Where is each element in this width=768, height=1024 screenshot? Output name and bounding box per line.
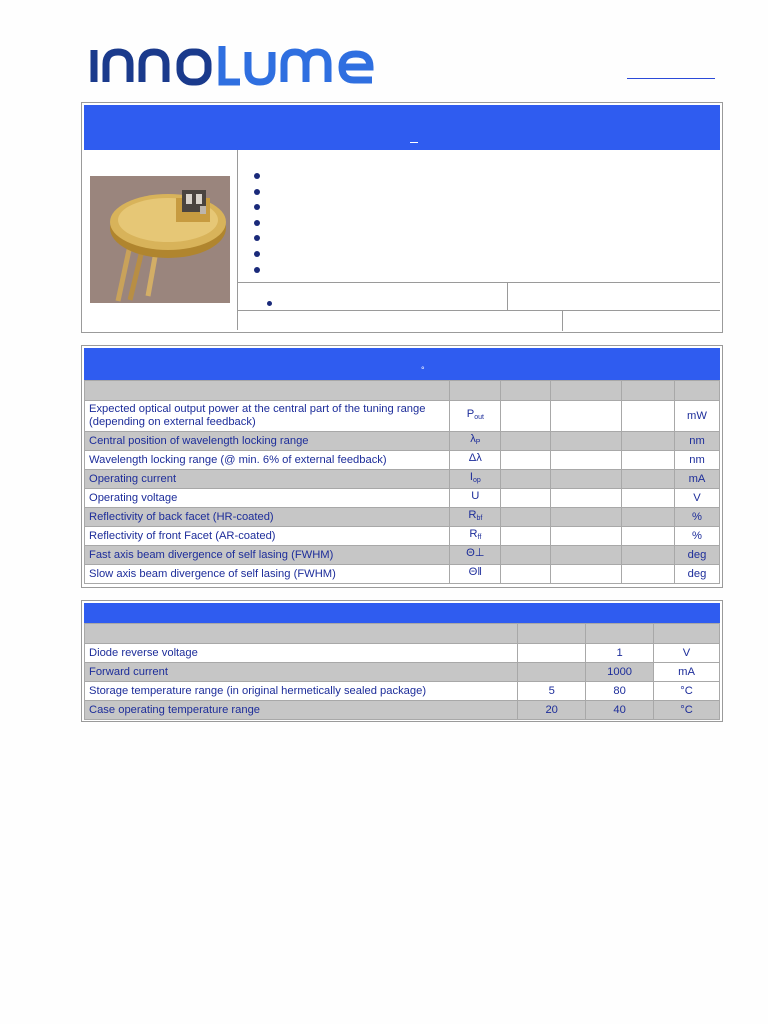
symbol-cell: $R_{bf}$ — [450, 508, 501, 527]
parameter-cell: Reflectivity of front Facet (AR-coated) — [85, 527, 450, 546]
table-row — [85, 470, 720, 489]
product-overview-box — [81, 102, 723, 333]
table-row — [85, 401, 720, 432]
unit-cell: nm — [674, 451, 719, 470]
specifications-box — [81, 345, 723, 588]
parameter-cell: Case operating temperature range — [85, 701, 518, 720]
parameter-cell: Wavelength locking range (@ min. 6% of external feedback) — [85, 451, 450, 470]
max-cell: 1 — [586, 644, 654, 663]
ratings-table — [84, 623, 720, 720]
divider — [562, 310, 563, 331]
innolume-logo — [88, 44, 380, 86]
product-title-bar — [84, 105, 720, 150]
table-row — [85, 451, 720, 470]
product-photo-cell — [84, 150, 238, 330]
table-row — [85, 701, 720, 720]
table-row — [85, 489, 720, 508]
unit-cell: deg — [674, 546, 719, 565]
min-cell — [518, 644, 586, 663]
header-link-underline[interactable] — [627, 78, 715, 79]
unit-cell: deg — [674, 565, 719, 584]
symbol-cell: $P_{out}$ — [450, 401, 501, 432]
unit-cell: mA — [654, 663, 720, 682]
specifications-title-bar — [84, 348, 720, 380]
specifications-table — [84, 380, 720, 584]
unit-cell: mA — [674, 470, 719, 489]
symbol-cell: U — [450, 489, 501, 508]
unit-cell: °C — [654, 682, 720, 701]
bullet-dot-icon — [254, 204, 260, 210]
ratings-box — [81, 600, 723, 722]
parameter-cell: Central position of wavelength locking range — [85, 432, 450, 451]
parameter-cell: Reflectivity of back facet (HR-coated) — [85, 508, 450, 527]
unit-cell: % — [674, 527, 719, 546]
table-header-row — [85, 381, 720, 401]
title-dash — [410, 142, 418, 143]
divider — [237, 310, 720, 311]
parameter-cell: Operating current — [85, 470, 450, 489]
bullet-dot-icon — [254, 189, 260, 195]
symbol-cell: $I_{op}$ — [450, 470, 501, 489]
parameter-cell: Fast axis beam divergence of self lasing (FWHM) — [85, 546, 450, 565]
max-cell: 1000 — [586, 663, 654, 682]
unit-cell: nm — [674, 432, 719, 451]
symbol-cell: $R_{ff}$ — [450, 527, 501, 546]
bullet-dot-icon — [254, 220, 260, 226]
ratings-title-bar — [84, 603, 720, 623]
symbol-cell: Θ‖ — [450, 565, 501, 584]
unit-cell: V — [674, 489, 719, 508]
table-row — [85, 546, 720, 565]
bullet-dot-icon — [254, 251, 260, 257]
parameter-cell: Operating voltage — [85, 489, 450, 508]
table-header-row — [85, 624, 720, 644]
bullet-dot-icon — [254, 267, 260, 273]
max-cell: 80 — [586, 682, 654, 701]
min-cell: 20 — [518, 701, 586, 720]
unit-cell: mW — [674, 401, 719, 432]
table-row — [85, 682, 720, 701]
laser-diode-photo — [90, 176, 230, 303]
table-row — [85, 663, 720, 682]
table-row — [85, 644, 720, 663]
min-cell: 5 — [518, 682, 586, 701]
unit-cell: % — [674, 508, 719, 527]
symbol-cell: Δλ — [450, 451, 501, 470]
table-row — [85, 565, 720, 584]
divider — [237, 282, 720, 283]
table-row — [85, 527, 720, 546]
bullet-dot-icon — [254, 173, 260, 179]
parameter-cell: Slow axis beam divergence of self lasing (FWHM) — [85, 565, 450, 584]
max-cell: 40 — [586, 701, 654, 720]
bullet-dot-icon — [267, 301, 272, 306]
divider — [507, 282, 508, 311]
feature-bullet-list — [254, 173, 260, 282]
bullet-dot-icon — [254, 235, 260, 241]
parameter-cell: Forward current — [85, 663, 518, 682]
table-row — [85, 432, 720, 451]
symbol-cell: $\lambda_P$ — [450, 432, 501, 451]
table-row — [85, 508, 720, 527]
symbol-cell: Θ⊥ — [450, 546, 501, 565]
parameter-cell: Expected optical output power at the central part of the tuning range (depending on external feedback) — [85, 401, 450, 432]
unit-cell: V — [654, 644, 720, 663]
parameter-cell: Storage temperature range (in original hermetically sealed package) — [85, 682, 518, 701]
parameter-cell: Diode reverse voltage — [85, 644, 518, 663]
degree-symbol: ° — [421, 365, 425, 375]
unit-cell: °C — [654, 701, 720, 720]
min-cell — [518, 663, 586, 682]
